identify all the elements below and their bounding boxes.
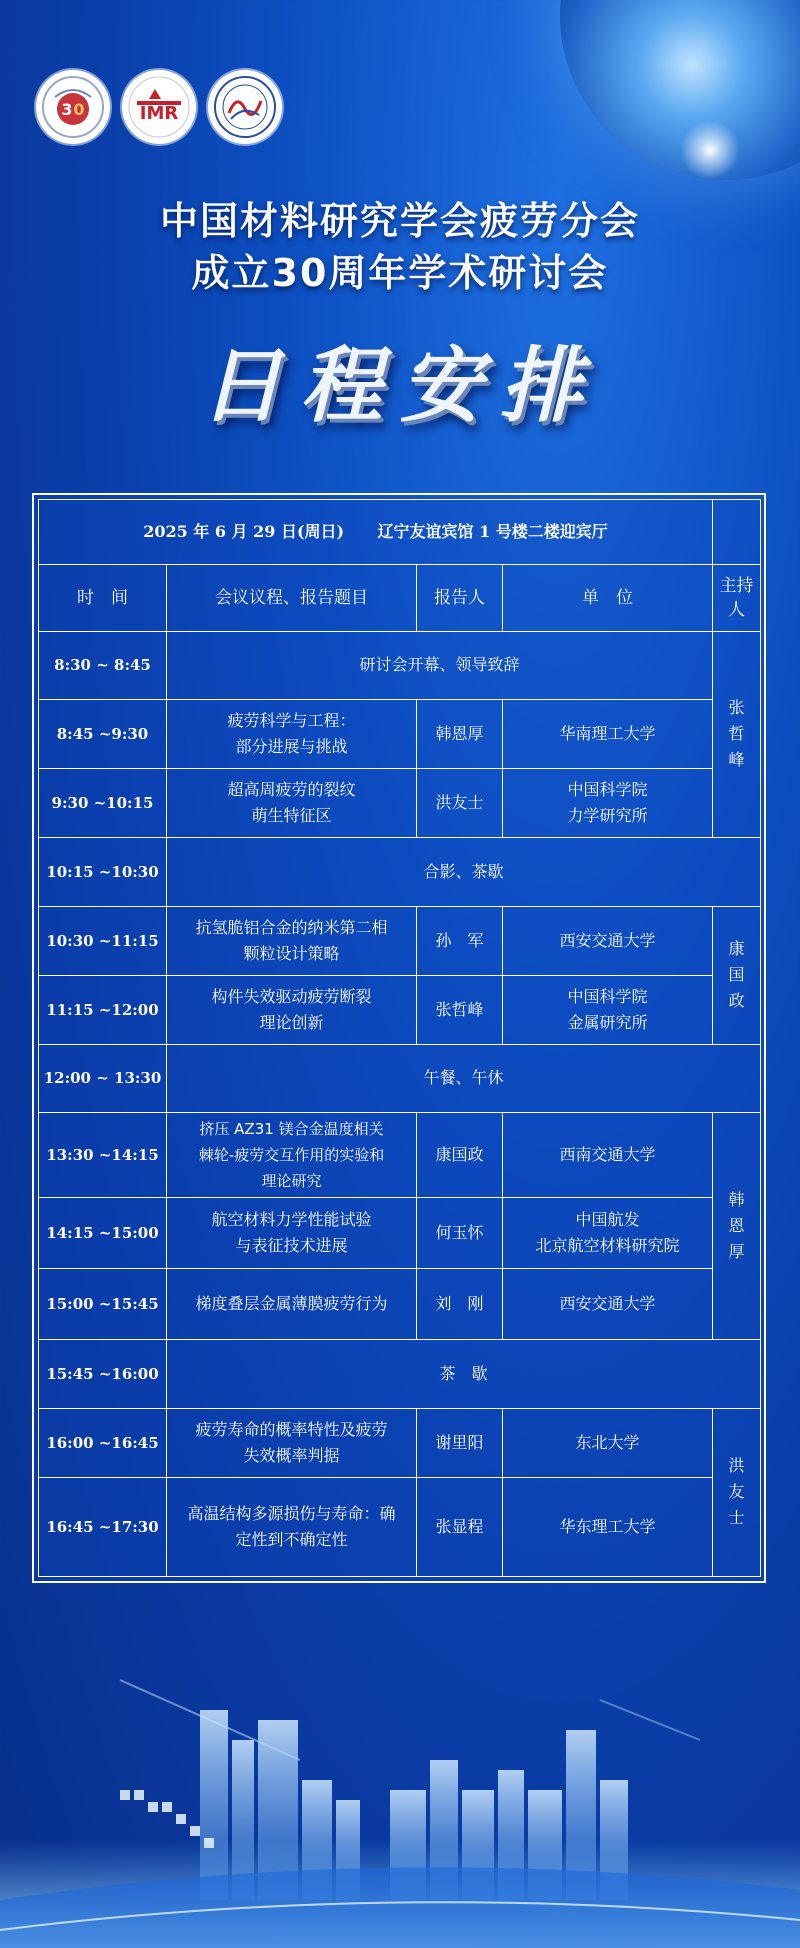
row-unit: 西安交通大学 (503, 906, 713, 975)
header-unit: 单 位 (503, 564, 713, 631)
row-time: 16:00 ~16:45 (39, 1408, 167, 1477)
schedule-heading: 日程安排 (200, 339, 600, 434)
society-logo (208, 70, 282, 144)
cfs-30th-logo (36, 70, 110, 144)
table-row (39, 1477, 761, 1576)
date-venue-row (39, 500, 761, 565)
row-speaker: 张显程 (417, 1477, 503, 1576)
row-topic: 研讨会开幕、领导致辞 (167, 631, 713, 700)
row-topic: 超高周疲劳的裂纹 萌生特征区 (167, 769, 417, 838)
row-topic: 高温结构多源损伤与寿命：确 定性到不确定性 (167, 1477, 417, 1576)
row-time: 10:15 ~10:30 (39, 838, 167, 907)
header-topic: 会议议程、报告题目 (167, 564, 417, 631)
title-line-1: 中国材料研究学会疲劳分会 (159, 199, 640, 243)
society-logo-icon (213, 75, 277, 139)
header-row (39, 564, 761, 631)
row-time: 10:30 ~11:15 (39, 906, 167, 975)
title-block (0, 195, 800, 438)
table-row (39, 1044, 761, 1113)
svg-text:0: 0 (73, 100, 85, 119)
row-time: 9:30 ~10:15 (39, 769, 167, 838)
row-unit: 中国科学院 力学研究所 (503, 769, 713, 838)
row-unit: 中国航发 北京航空材料研究院 (503, 1198, 713, 1269)
imr-logo-icon (127, 75, 191, 139)
svg-text:3: 3 (61, 100, 73, 119)
host-cell: 洪 友 士 (713, 1408, 761, 1576)
row-speaker: 韩恩厚 (417, 700, 503, 769)
row-speaker: 康国政 (417, 1113, 503, 1198)
row-speaker: 张哲峰 (417, 975, 503, 1044)
table-row (39, 1408, 761, 1477)
table-row (39, 838, 761, 907)
host-cell: 张 哲 峰 (713, 631, 761, 837)
row-time: 11:15 ~12:00 (39, 975, 167, 1044)
title-line-2: 成立30周年学术研讨会 (191, 251, 609, 295)
host-cell: 康 国 政 (713, 906, 761, 1044)
table-row (39, 906, 761, 975)
row-time: 12:00 ~ 13:30 (39, 1044, 167, 1113)
row-topic: 挤压 AZ31 镁合金温度相关 棘轮-疲劳交互作用的实验和 理论研究 (167, 1113, 417, 1198)
row-speaker: 刘 刚 (417, 1269, 503, 1340)
city-skyline-icon (0, 1640, 800, 1948)
row-time: 8:45 ~9:30 (39, 700, 167, 769)
table-row (39, 975, 761, 1044)
imr-logo (122, 70, 196, 144)
row-time: 15:45 ~16:00 (39, 1340, 167, 1409)
row-topic: 航空材料力学性能试验 与表征技术进展 (167, 1198, 417, 1269)
row-time: 14:15 ~15:00 (39, 1198, 167, 1269)
host-cell: 韩 恩 厚 (713, 1113, 761, 1340)
date-venue: 2025 年 6 月 29 日(周日) 辽宁友谊宾馆 1 号楼二楼迎宾厅 (39, 500, 713, 565)
schedule-table (38, 499, 761, 1577)
date-venue-blank (713, 500, 761, 565)
row-speaker: 洪友士 (417, 769, 503, 838)
row-unit: 东北大学 (503, 1408, 713, 1477)
row-time: 15:00 ~15:45 (39, 1269, 167, 1340)
schedule-table-frame (32, 493, 766, 1583)
header-time: 时 间 (39, 564, 167, 631)
header-host: 主持人 (713, 564, 761, 631)
row-topic: 合影、茶歇 (167, 838, 761, 907)
table-row (39, 1198, 761, 1269)
table-row (39, 1113, 761, 1198)
row-topic: 疲劳科学与工程： 部分进展与挑战 (167, 700, 417, 769)
table-row (39, 1340, 761, 1409)
svg-text:IMR: IMR (139, 103, 179, 124)
row-speaker: 谢里阳 (417, 1408, 503, 1477)
table-row (39, 1269, 761, 1340)
row-unit: 中国科学院 金属研究所 (503, 975, 713, 1044)
row-time: 13:30 ~14:15 (39, 1113, 167, 1198)
light-flare-decoration (680, 120, 740, 180)
logo-group (36, 70, 282, 144)
city-skyline-decoration (0, 1640, 800, 1948)
header-speaker: 报告人 (417, 564, 503, 631)
row-unit: 西安交通大学 (503, 1269, 713, 1340)
row-topic: 茶 歇 (167, 1340, 761, 1409)
cfs-30th-logo-icon (41, 75, 105, 139)
row-topic: 午餐、午休 (167, 1044, 761, 1113)
row-time: 8:30 ~ 8:45 (39, 631, 167, 700)
row-topic: 梯度叠层金属薄膜疲劳行为 (167, 1269, 417, 1340)
table-row (39, 631, 761, 700)
row-topic: 疲劳寿命的概率特性及疲劳 失效概率判据 (167, 1408, 417, 1477)
row-time: 16:45 ~17:30 (39, 1477, 167, 1576)
row-speaker: 何玉怀 (417, 1198, 503, 1269)
row-topic: 抗氢脆铝合金的纳米第二相 颗粒设计策略 (167, 906, 417, 975)
row-topic: 构件失效驱动疲劳断裂 理论创新 (167, 975, 417, 1044)
table-row (39, 769, 761, 838)
row-unit: 华东理工大学 (503, 1477, 713, 1576)
row-unit: 西南交通大学 (503, 1113, 713, 1198)
table-row (39, 700, 761, 769)
row-speaker: 孙 军 (417, 906, 503, 975)
row-unit: 华南理工大学 (503, 700, 713, 769)
